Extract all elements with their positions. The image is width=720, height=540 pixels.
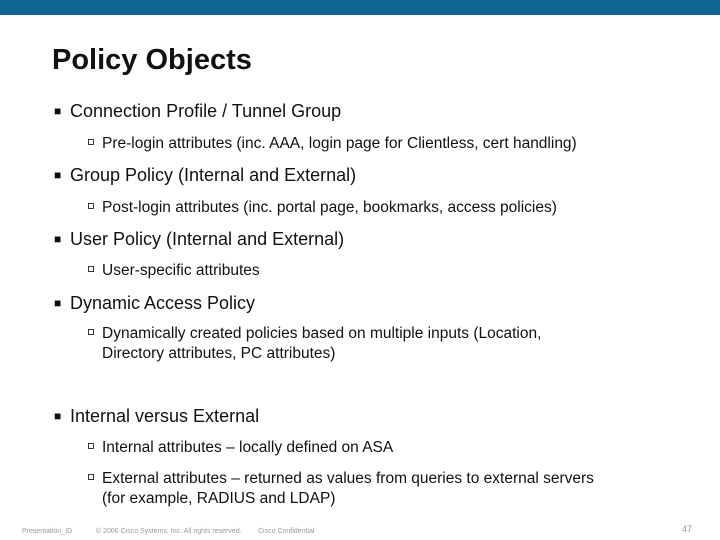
square-bullet-icon: ■ (54, 104, 62, 118)
sub-bullet-external-attributes (88, 469, 594, 509)
sub-bullet-post-login (88, 198, 557, 218)
bullet-group-policy (54, 164, 356, 188)
sub-bullet-dynamic-policies (88, 324, 541, 364)
hollow-square-bullet-icon (88, 139, 94, 145)
bullet-text: Connection Profile / Tunnel Group (70, 101, 342, 121)
sub-bullet-text: User-specific attributes (102, 262, 260, 279)
bullet-connection-profile (54, 100, 341, 124)
sub-bullet-pre-login (88, 134, 577, 154)
bullet-dynamic-access-policy (54, 292, 255, 316)
bullet-text: Dynamic Access Policy (70, 293, 256, 313)
hollow-square-bullet-icon (88, 203, 94, 209)
sub-bullet-text: Pre-login attributes (inc. AAA, login page for Clientless, cert handling) (102, 135, 577, 152)
hollow-square-bullet-icon (88, 474, 94, 480)
sub-bullet-text: Internal attributes – locally defined on ASA (102, 439, 394, 456)
sub-bullet-text-line-1: External attributes – returned as values from queries to external servers (102, 470, 594, 487)
square-bullet-icon: ■ (54, 168, 62, 182)
slide-title: Policy Objects (52, 44, 252, 76)
hollow-square-bullet-icon (88, 443, 94, 449)
square-bullet-icon: ■ (54, 409, 62, 423)
sub-bullet-text-line-1: Dynamically created policies based on multiple inputs (Location, (102, 325, 542, 342)
bullet-text: Group Policy (Internal and External) (70, 165, 357, 185)
bullet-internal-vs-external (54, 405, 259, 429)
square-bullet-icon: ■ (54, 296, 62, 310)
sub-bullet-text-line-2: (for example, RADIUS and LDAP) (102, 490, 336, 507)
footer-copyright: © 2006 Cisco Systems, Inc. All rights reserved. (96, 528, 242, 535)
sub-bullet-internal-attributes (88, 438, 393, 458)
square-bullet-icon: ■ (54, 232, 62, 246)
sub-bullet-text-line-2: Directory attributes, PC attributes) (102, 345, 336, 362)
page-number: 47 (682, 524, 693, 534)
footer-presentation-id: Presentation_ID (22, 528, 73, 535)
hollow-square-bullet-icon (88, 266, 94, 272)
hollow-square-bullet-icon (88, 329, 94, 335)
bullet-text: User Policy (Internal and External) (70, 229, 345, 249)
bullet-user-policy (54, 228, 344, 252)
footer-classification: Cisco Confidential (258, 528, 315, 535)
bullet-text: Internal versus External (70, 406, 260, 426)
sub-bullet-user-specific (88, 261, 260, 281)
sub-bullet-text: Post-login attributes (inc. portal page, bookmarks, access policies) (102, 199, 557, 216)
